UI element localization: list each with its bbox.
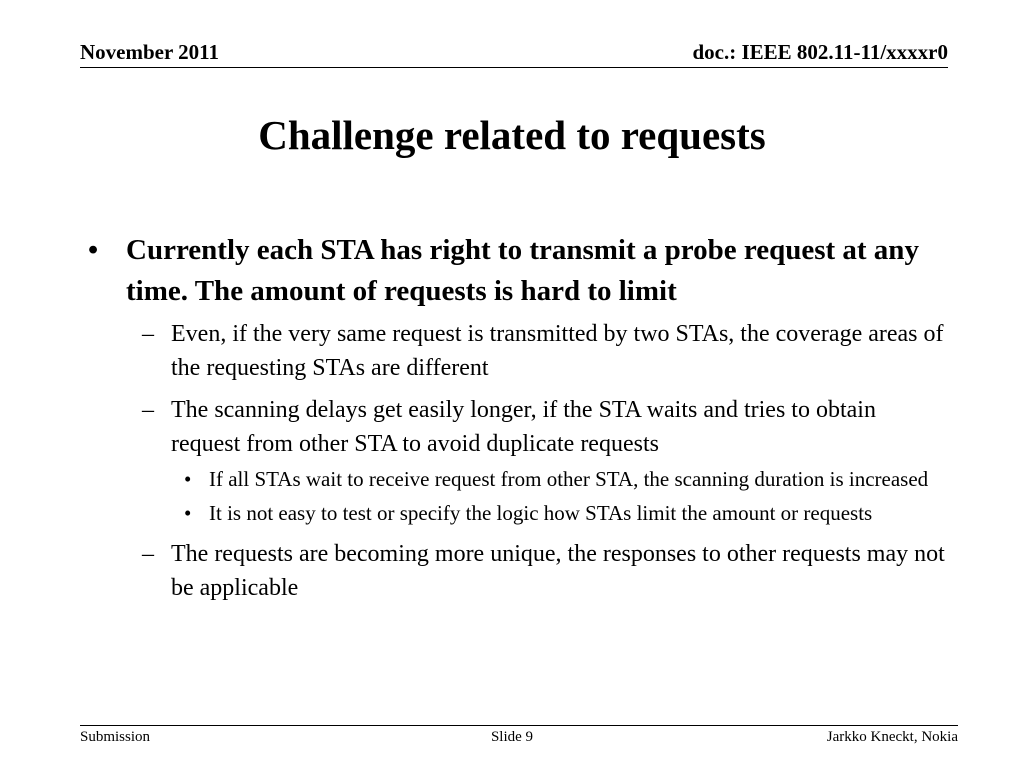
dash-icon: – bbox=[142, 541, 154, 567]
bullet-text: Currently each STA has right to transmit a probe request at any time. The amount of requests is hard to limit bbox=[126, 234, 919, 307]
bullet-level2 bbox=[80, 537, 950, 605]
bullet-level2 bbox=[80, 393, 950, 461]
bullet-text: Even, if the very same request is transmitted by two STAs, the coverage areas of the requesting STAs are different bbox=[171, 321, 944, 381]
slide-title: Challenge related to requests bbox=[258, 112, 766, 158]
dash-icon: – bbox=[142, 321, 154, 347]
bullet-level3 bbox=[80, 464, 950, 495]
footer-divider bbox=[80, 725, 958, 726]
bullet-dot-icon: • bbox=[184, 467, 192, 491]
footer-submission: Submission bbox=[80, 729, 151, 745]
bullet-level2 bbox=[80, 317, 950, 385]
bullet-text: If all STAs wait to receive request from other STA, the scanning duration is increased bbox=[209, 467, 929, 491]
bullet-level3 bbox=[80, 498, 950, 529]
bullet-text: The scanning delays get easily longer, if the STA waits and tries to obtain request from other STA to avoid duplicate requests bbox=[171, 397, 876, 457]
slide-body bbox=[80, 230, 950, 605]
bullet-level1 bbox=[80, 230, 950, 312]
bullet-text: The requests are becoming more unique, the responses to other requests may not be applicable bbox=[171, 541, 945, 601]
bullet-dot-icon: • bbox=[88, 234, 99, 266]
header-divider bbox=[80, 67, 948, 68]
footer-author: Jarkko Kneckt, Nokia bbox=[826, 729, 958, 745]
dash-icon: – bbox=[142, 397, 154, 423]
footer-slide-number: Slide 9 bbox=[490, 729, 534, 745]
bullet-text: It is not easy to test or specify the logic how STAs limit the amount or requests bbox=[209, 501, 873, 525]
header-doc-id: doc.: IEEE 802.11-11/xxxxr0 bbox=[692, 40, 948, 64]
header-date: November 2011 bbox=[80, 40, 220, 64]
bullet-dot-icon: • bbox=[184, 501, 192, 525]
